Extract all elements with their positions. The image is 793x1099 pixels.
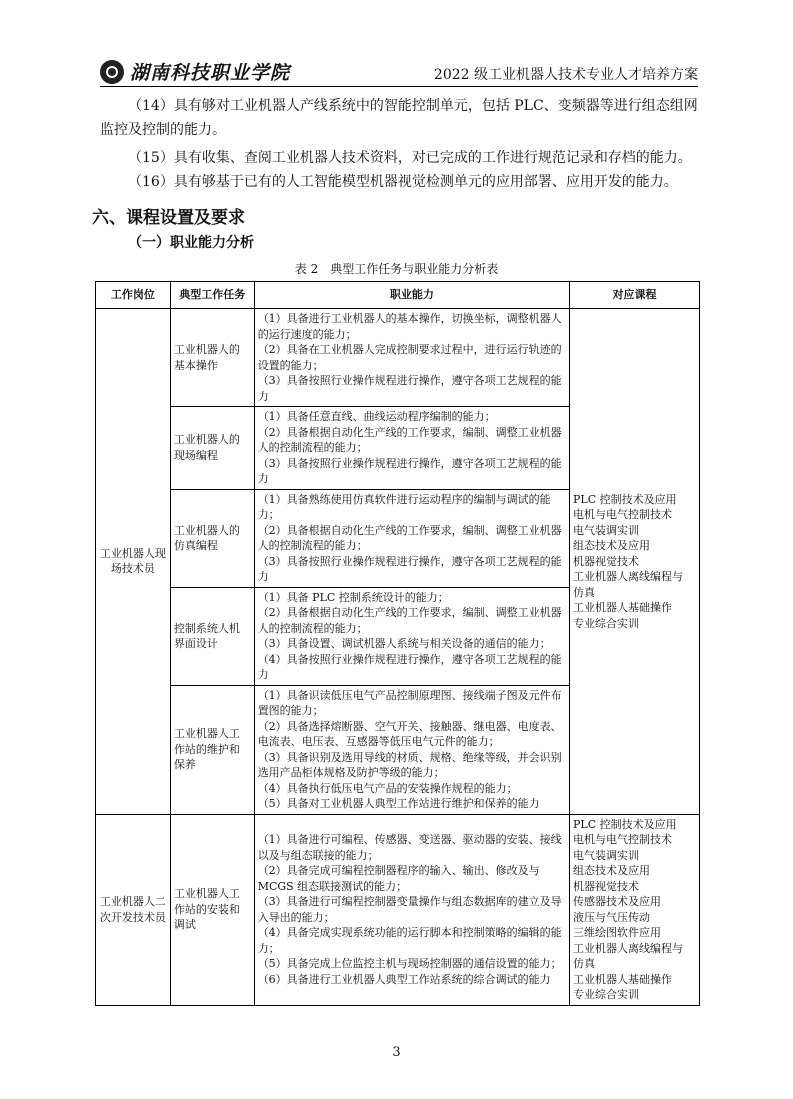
course-item: 三维绘图软件应用 xyxy=(573,926,662,939)
ability-item: （2）具备根据自动化生产线的工作要求，编制、调整工业机器人的控制流程的能力； xyxy=(257,606,562,635)
ability-item: （4）具备执行低压电气产品的安装操作规程的能力； xyxy=(257,781,518,795)
ability-item: （3）具备按照行业操作规程进行操作，遵守各项工艺规程的能力 xyxy=(257,554,562,583)
course-item: 组态技术及应用 xyxy=(573,864,651,877)
table-header-row xyxy=(96,282,700,309)
course-item: 电机与电气控制技术 xyxy=(573,833,673,846)
task-cell: 工业机器人的现场编程 xyxy=(170,407,254,490)
task-cell: 工业机器人工作站的安装和调试 xyxy=(170,814,254,1005)
ability-item: （2）具备根据自动化生产线的工作要求，编制、调整工业机器人的控制流程的能力； xyxy=(257,425,562,454)
paragraph-16: （16）具有够基于已有的人工智能模型机器视觉检测单元的应用部署、应用开发的能力。 xyxy=(128,174,678,190)
ability-item: （1）具备进行工业机器人的基本操作，切换坐标，调整机器人的运行速度的能力； xyxy=(257,312,562,341)
subsection-heading: （一）职业能力分析 xyxy=(128,235,254,251)
table-row xyxy=(96,309,700,407)
course-item: 传感器技术及应用 xyxy=(573,895,662,908)
ability-cell xyxy=(254,685,569,814)
course-item: 机器视觉技术 xyxy=(573,554,640,568)
course-cell xyxy=(570,309,700,815)
ability-item: （3）具备识别及选用导线的材质、规格、绝缘等级，并会识别选用产品柜体规格及防护等级的能力； xyxy=(257,750,562,779)
course-item: 工业机器人基础操作 xyxy=(573,601,673,614)
ability-item: （1）具备熟练使用仿真软件进行运动程序的编制与调试的能力； xyxy=(257,492,551,521)
school-logo xyxy=(100,58,290,85)
course-item: 工业机器人基础操作 xyxy=(573,972,673,986)
ability-cell xyxy=(254,309,569,407)
course-item: 电气装调实训 xyxy=(573,848,640,862)
ability-item: （2）具备在工业机器人完成控制要求过程中，进行运行轨迹的设置的能力； xyxy=(257,343,562,372)
ability-item: （1）具备进行可编程、传感器、变送器、驱动器的安装、接线以及与组态联接的能力； xyxy=(257,833,562,862)
ability-item: （5）具备对工业机器人典型工作站进行维护和保养的能力 xyxy=(257,797,540,810)
page-header xyxy=(100,58,698,87)
task-cell: 工业机器人的基本操作 xyxy=(170,309,254,407)
ability-item: （3）具备按照行业操作规程进行操作，遵守各项工艺规程的能力 xyxy=(257,374,562,403)
course-item: PLC 控制技术及应用 xyxy=(573,817,677,831)
header-course: 对应课程 xyxy=(570,282,700,309)
header-position: 工作岗位 xyxy=(96,282,171,309)
ability-item: （2）具备选择熔断器、空气开关、接触器、继电器、电度表、电流表、电压表、互感器等低压电气元件的能力； xyxy=(257,719,562,748)
course-item: 电气装调实训 xyxy=(573,523,640,537)
ability-item: （3）具备进行可编程控制器变量操作与组态数据库的建立及导入导出的能力； xyxy=(257,895,562,924)
course-item: 工业机器人离线编程与 xyxy=(573,941,684,955)
task-cell: 工业机器人的仿真编程 xyxy=(170,489,254,587)
course-item: 组态技术及应用 xyxy=(573,539,651,552)
ability-item: （5）具备完成上位监控主机与现场控制器的通信设置的能力； xyxy=(257,957,562,970)
ability-cell xyxy=(254,489,569,587)
ability-item: （4）具备按照行业操作规程进行操作，遵守各项工艺规程的能力 xyxy=(257,652,562,681)
paragraph-14: （14）具有够对工业机器人产线系统中的智能控制单元，包括 PLC、变频器等进行组态组网监控及控制的能力。 xyxy=(100,98,698,138)
ability-item: （1）具备识读低压电气产品控制原理图、接线端子图及元件布置图的能力； xyxy=(257,688,562,717)
ability-item: （6）具备进行工业机器人典型工作站系统的综合调试的能力 xyxy=(257,972,551,986)
course-cell xyxy=(570,814,700,1005)
task-cell: 工业机器人工作站的维护和保养 xyxy=(170,685,254,814)
course-item: 电机与电气控制技术 xyxy=(573,508,673,521)
ability-item: （2）具备根据自动化生产线的工作要求，编制、调整工业机器人的控制流程的能力； xyxy=(257,523,562,552)
course-item: 专业综合实训 xyxy=(573,988,640,1001)
course-item: 专业综合实训 xyxy=(573,616,640,630)
course-item: 仿真 xyxy=(573,585,596,599)
ability-item: （3）具备按照行业操作规程进行操作，遵守各项工艺规程的能力 xyxy=(257,456,562,485)
ability-item: （3）具备设置、调试机器人系统与相关设备的通信的能力； xyxy=(257,637,551,650)
table-row xyxy=(96,814,700,1005)
course-item: 机器视觉技术 xyxy=(573,879,640,893)
section-heading: 六、课程设置及要求 xyxy=(92,208,245,228)
seal-icon xyxy=(100,60,124,84)
header-ability: 职业能力 xyxy=(254,282,569,309)
ability-item: （2）具备完成可编程控制器程序的输入、输出、修改及与 MCGS 组态联接测试的能力； xyxy=(257,864,540,893)
header-task: 典型工作任务 xyxy=(170,282,254,309)
course-item: 工业机器人离线编程与 xyxy=(573,570,684,583)
position-cell: 工业机器人现场技术员 xyxy=(96,309,171,815)
ability-cell xyxy=(254,814,569,1005)
ability-item: （1）具备任意直线、曲线运动程序编制的能力； xyxy=(257,410,496,423)
course-item: PLC 控制技术及应用 xyxy=(573,492,677,506)
task-cell: 控制系统人机界面设计 xyxy=(170,587,254,685)
course-item: 液压与气压传动 xyxy=(573,910,651,924)
position-cell: 工业机器人二次开发技术员 xyxy=(96,814,171,1005)
paragraph-15: （15）具有收集、查阅工业机器人技术资料，对已完成的工作进行规范记录和存档的能力。 xyxy=(128,150,692,166)
document-title: 2022 级工业机器人技术专业人才培养方案 xyxy=(433,67,698,83)
course-item: 仿真 xyxy=(573,957,596,970)
ability-cell xyxy=(254,587,569,685)
table-caption: 表 2 典型工作任务与职业能力分析表 xyxy=(294,262,499,276)
table-body xyxy=(96,309,700,1006)
ability-cell xyxy=(254,407,569,490)
ability-item: （1）具备 PLC 控制系统设计的能力； xyxy=(257,590,449,604)
page-number: 3 xyxy=(392,1045,401,1060)
ability-item: （4）具备完成实现系统功能的运行脚本和控制策略的编辑的能力； xyxy=(257,926,562,955)
school-name: 湖南科技职业学院 xyxy=(130,62,291,84)
ability-analysis-table xyxy=(95,281,700,1006)
